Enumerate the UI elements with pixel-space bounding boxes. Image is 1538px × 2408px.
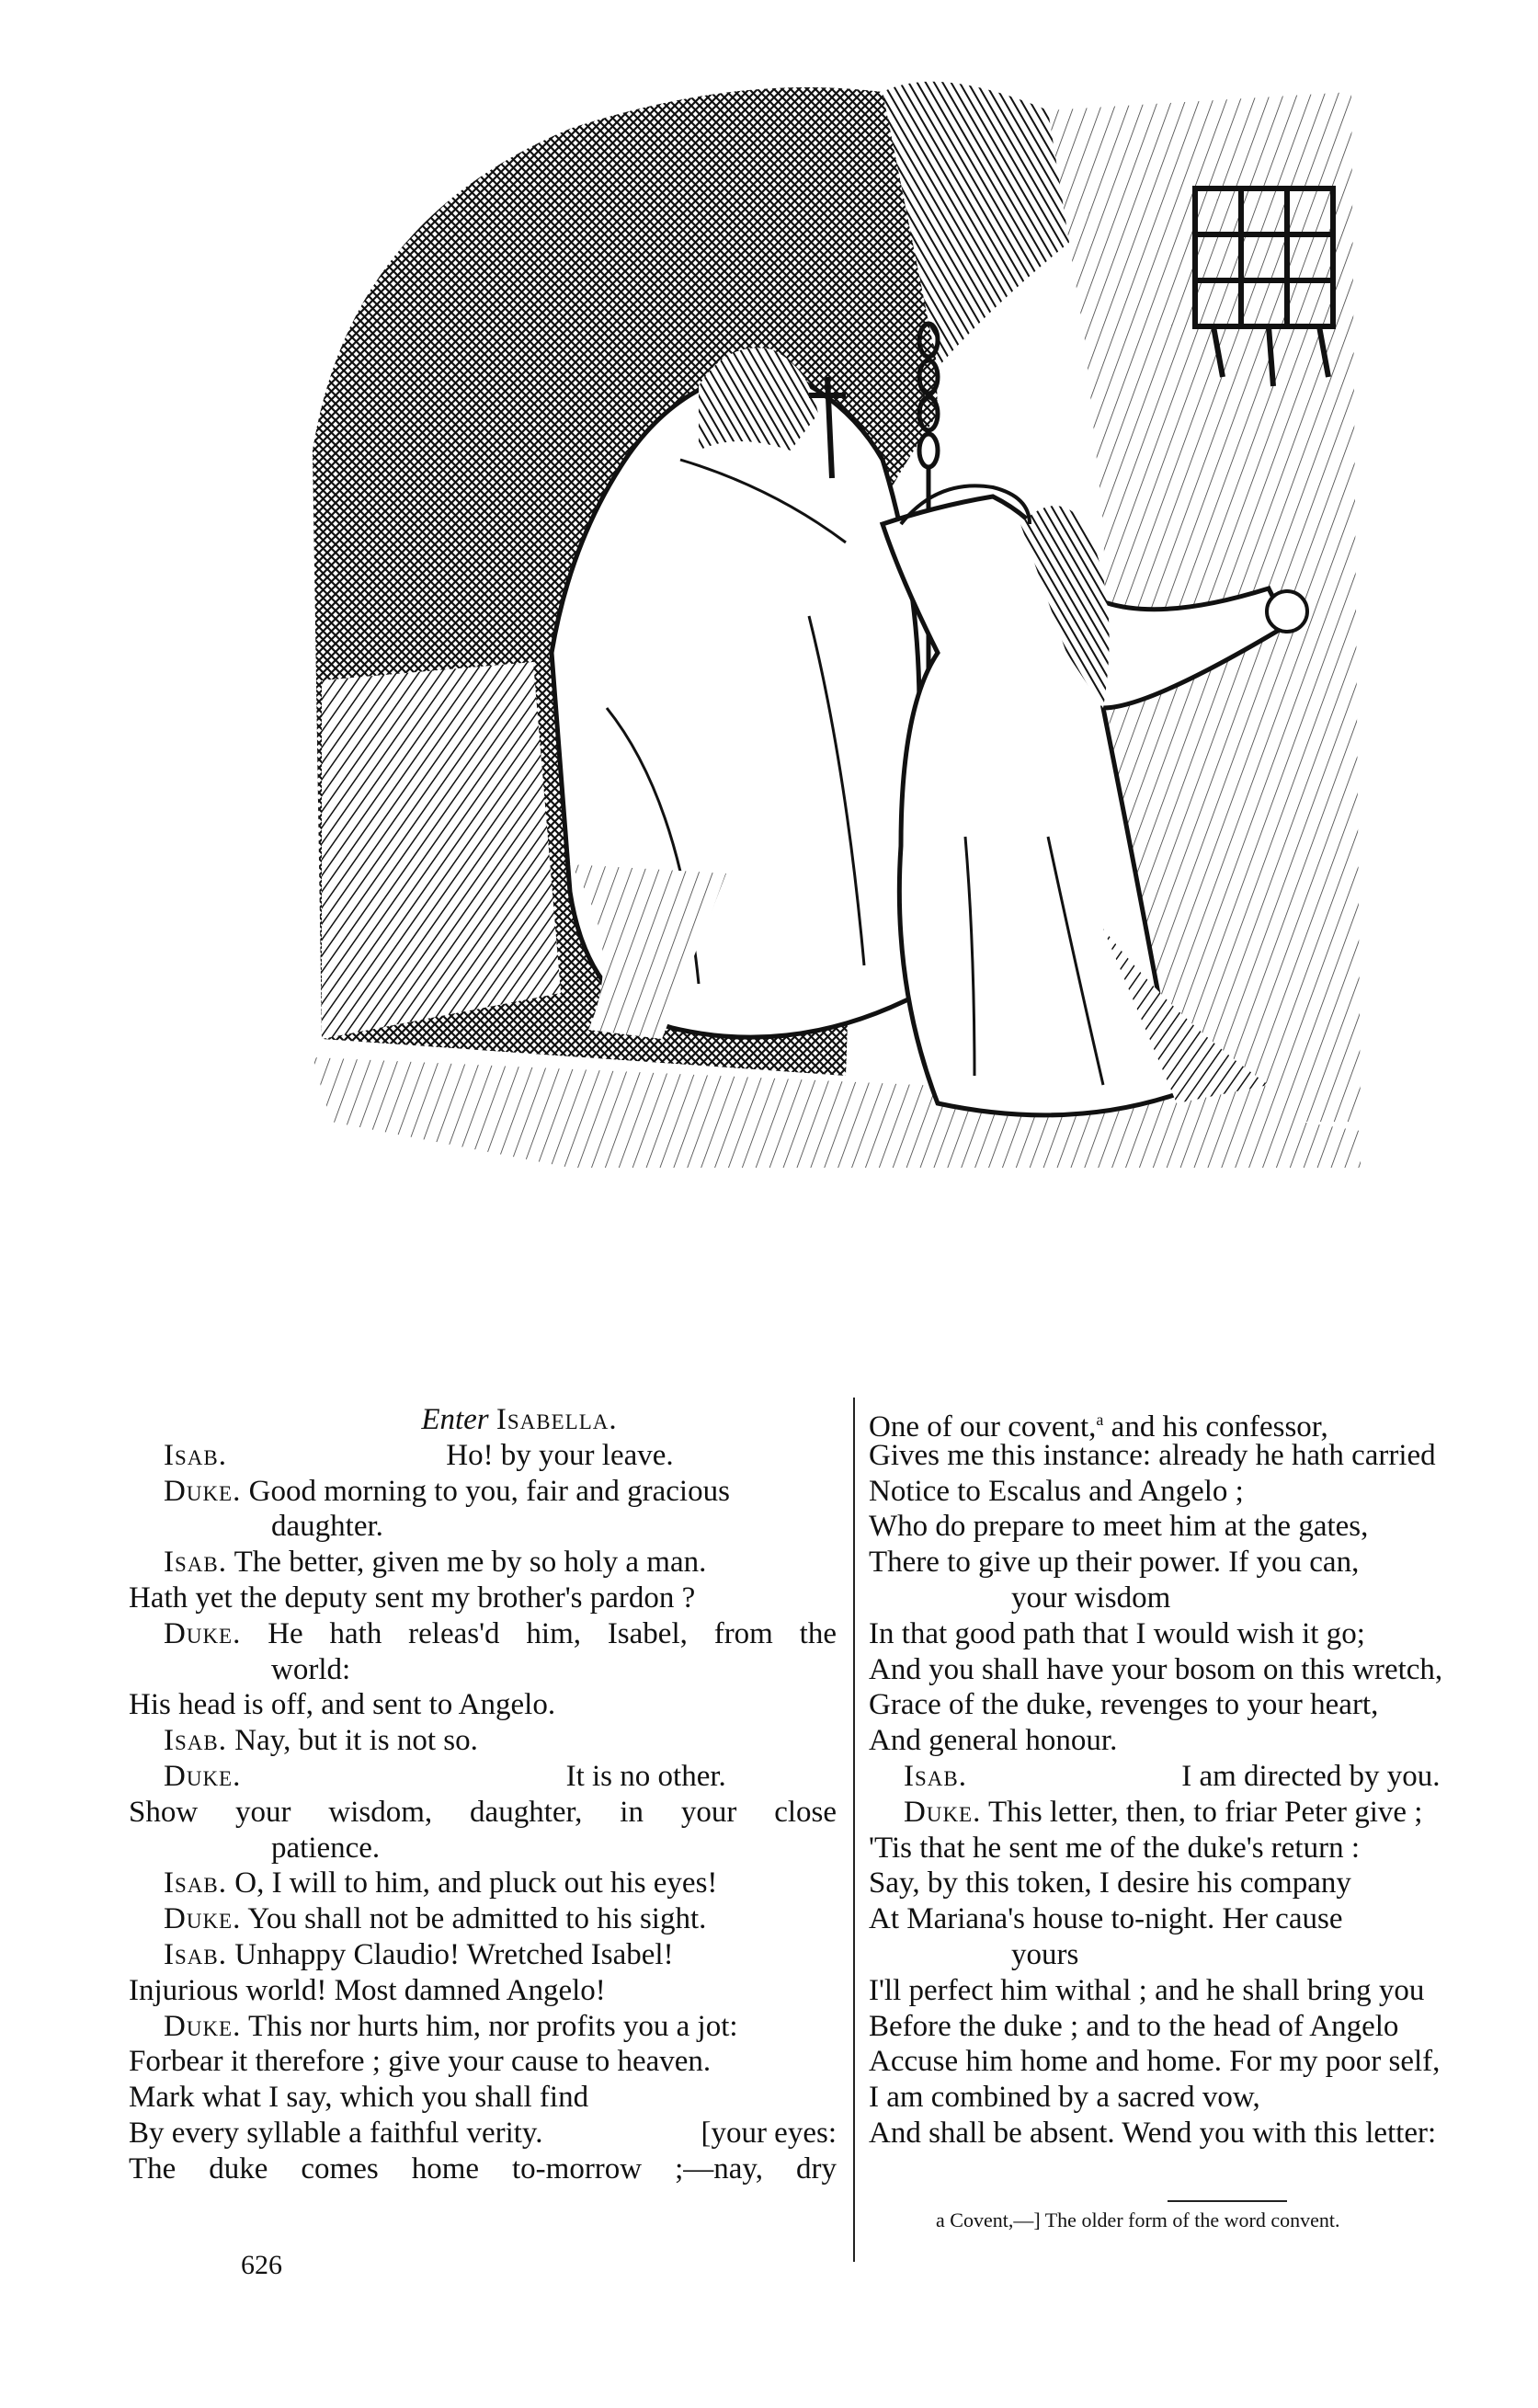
- speaker-name: Isab.: [164, 1438, 227, 1472]
- verse-line: [129, 2080, 837, 2116]
- speaker-name: Isab.: [164, 1724, 227, 1758]
- verse-line: [129, 2151, 837, 2187]
- footnote-rule: [1168, 2200, 1287, 2202]
- right-column: [869, 1402, 1457, 2151]
- verse-line: [129, 1866, 837, 1901]
- verse-line: [869, 1402, 1457, 1444]
- verse-line: [129, 1652, 837, 1688]
- left-column: [129, 1402, 837, 2187]
- verse-line: [129, 1759, 837, 1795]
- verse-line: [869, 1652, 1457, 1688]
- line-text: Accuse him home and home. For my poor self,: [869, 2045, 1441, 2079]
- verse-line: [129, 1474, 837, 1510]
- line-text: I am combined by a sacred vow,: [869, 2081, 1260, 2115]
- line-text: O, I will to him, and pluck out his eyes!: [234, 1866, 718, 1900]
- line-text: This letter, then, to friar Peter give ;: [988, 1795, 1423, 1829]
- verse-line: [869, 1795, 1457, 1831]
- speaker-name: Duke.: [164, 1474, 242, 1508]
- line-text: His head is off, and sent to Angelo.: [129, 1688, 556, 1722]
- verse-line: [869, 1438, 1457, 1474]
- line-text: I am directed by you.: [1181, 1759, 1441, 1793]
- left-verse-lines: [129, 1438, 837, 2187]
- verse-line: [129, 1937, 837, 1973]
- line-text: Grace of the duke, revenges to your heart,: [869, 1688, 1379, 1722]
- verse-line: [869, 1723, 1457, 1759]
- speaker-name: Isab.: [164, 1866, 227, 1900]
- line-text: One of our covent,: [869, 1410, 1097, 1444]
- verse-line: [869, 1616, 1457, 1652]
- line-text: Nay, but it is not so.: [234, 1724, 478, 1758]
- stage-direction: [129, 1402, 837, 1438]
- line-text: Mark what I say, which you shall find: [129, 2081, 589, 2115]
- verse-line: [869, 1973, 1457, 2009]
- verse-line: [129, 1581, 837, 1616]
- verse-line: [129, 1616, 837, 1652]
- line-text: Notice to Escalus and Angelo ;: [869, 1474, 1244, 1508]
- verse-line: [129, 1509, 837, 1545]
- stone-bench: [322, 662, 561, 1039]
- line-text: daughter.: [271, 1510, 383, 1544]
- line-text: Forbear it therefore ; give your cause to heaven.: [129, 2045, 712, 2079]
- speaker-name: Duke.: [164, 1616, 242, 1650]
- speaker-name: Duke.: [904, 1795, 982, 1829]
- line-text: Say, by this token, I desire his company: [869, 1866, 1351, 1900]
- verse-line: [869, 1509, 1457, 1545]
- verse-line: [129, 2009, 837, 2045]
- verse-line: [869, 1866, 1457, 1901]
- verse-line: [869, 1581, 1457, 1616]
- line-text: You shall not be admitted to his sight.: [247, 1902, 707, 1936]
- line-text: At Mariana's house to-night. Her cause: [869, 1902, 1343, 1936]
- line-text: Gives me this instance: already he hath carried: [869, 1438, 1436, 1472]
- footnote: a Covent,—] The older form of the word convent.: [936, 2208, 1340, 2231]
- verse-line: [869, 2116, 1457, 2151]
- verse-line: [129, 1687, 837, 1723]
- line-text: Ho! by your leave.: [446, 1438, 674, 1472]
- line-text: your wisdom: [1011, 1581, 1171, 1615]
- verse-line: [869, 1759, 1457, 1795]
- line-text: Hath yet the deputy sent my brother's pardon ?: [129, 1581, 696, 1615]
- verse-line: [129, 2116, 837, 2151]
- verse-line: [129, 1901, 837, 1937]
- stage-direction-name: Isabella.: [496, 1403, 618, 1436]
- line-text: Injurious world! Most damned Angelo!: [129, 1973, 606, 2007]
- verse-line: [869, 1474, 1457, 1510]
- line-text: This nor hurts him, nor profits you a jot:: [248, 2009, 738, 2043]
- column-divider: [853, 1398, 855, 2262]
- line-text-continued: and his confessor,: [1103, 1410, 1328, 1444]
- verse-line: [129, 1831, 837, 1866]
- page-number: 626: [241, 2250, 282, 2280]
- line-text: He hath releas'd him, Isabel, from the: [268, 1616, 837, 1650]
- line-text: And you shall have your bosom on this wretch,: [869, 1652, 1443, 1686]
- verse-line: [869, 1937, 1457, 1973]
- speaker-name: Duke.: [164, 1759, 242, 1793]
- verse-line: [129, 1438, 837, 1474]
- verse-line: [869, 1831, 1457, 1866]
- footnote-marker: a: [1096, 1410, 1104, 1429]
- line-text: The better, given me by so holy a man.: [234, 1546, 707, 1580]
- speaker-name: Isab.: [904, 1759, 967, 1793]
- line-text: And shall be absent. Wend you with this letter:: [869, 2116, 1437, 2150]
- line-text: 'Tis that he sent me of the duke's return :: [869, 1831, 1361, 1865]
- verse-line: [869, 2009, 1457, 2045]
- verse-line: [129, 1795, 837, 1831]
- speaker-name: Isab.: [164, 1546, 227, 1580]
- verse-line: [869, 1901, 1457, 1937]
- speaker-name: Isab.: [164, 1937, 227, 1971]
- line-text: world:: [271, 1652, 351, 1686]
- line-text: There to give up their power. If you can,: [869, 1546, 1360, 1580]
- verse-line: [869, 2080, 1457, 2116]
- verse-line: [869, 2044, 1457, 2080]
- verse-line: [129, 1723, 837, 1759]
- line-text: patience.: [271, 1831, 381, 1865]
- line-text: In that good path that I would wish it go;: [869, 1616, 1365, 1650]
- engraving-illustration: [294, 64, 1370, 1250]
- speaker-name: Duke.: [164, 2009, 242, 2043]
- verse-line: [869, 1687, 1457, 1723]
- speaker-name: Duke.: [164, 1902, 242, 1936]
- verse-line: [129, 1545, 837, 1581]
- verse-line: [129, 2044, 837, 2080]
- right-verse-lines: [869, 1402, 1457, 2151]
- line-text: Good morning to you, fair and gracious: [248, 1474, 730, 1508]
- line-text: Unhappy Claudio! Wretched Isabel!: [234, 1937, 674, 1971]
- line-tail: [your eyes:: [701, 2116, 837, 2150]
- line-text: yours: [1011, 1937, 1079, 1971]
- line-text: Who do prepare to meet him at the gates,: [869, 1510, 1369, 1544]
- line-text: Show your wisdom, daughter, in your close: [129, 1795, 837, 1829]
- stage-direction-italic: Enter: [421, 1403, 489, 1436]
- line-text: I'll perfect him withal ; and he shall bring you: [869, 1973, 1425, 2007]
- line-text: The duke comes home to-morrow ;—nay, dry: [129, 2151, 837, 2185]
- verse-line: [129, 1973, 837, 2009]
- verse-line: [869, 1545, 1457, 1581]
- line-text: Before the duke ; and to the head of Angelo: [869, 2009, 1399, 2043]
- line-text: By every syllable a faithful verity.: [129, 2116, 543, 2150]
- line-text: And general honour.: [869, 1724, 1118, 1758]
- line-text: It is no other.: [565, 1759, 726, 1793]
